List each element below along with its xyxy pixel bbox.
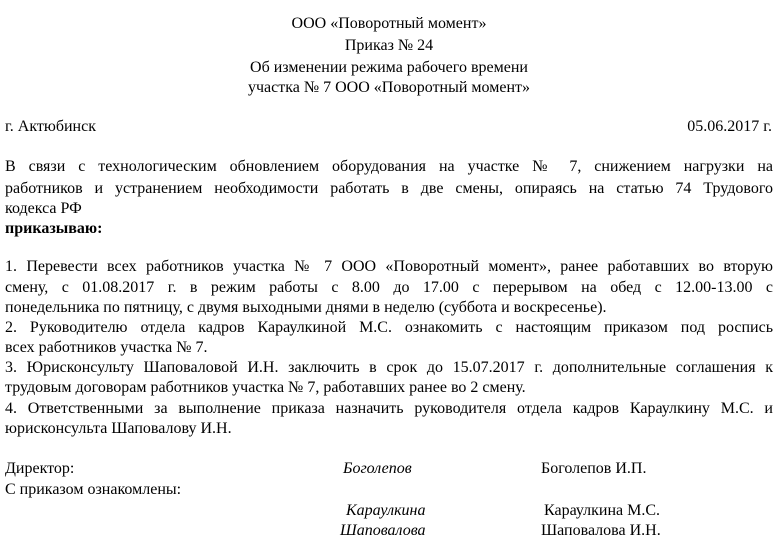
item-1-line-2: смену, с 01.08.2017 г. в режим работы с 8.00 до 17.00 с перерывом на обед с 12.00-13.00 с: [5, 279, 773, 296]
director-name: Боголепов И.П.: [541, 460, 647, 477]
acquainted-label: С приказом ознакомлены:: [5, 481, 182, 498]
director-label: Директор:: [5, 460, 75, 477]
order-subject-line-2: участка № 7 ООО «Поворотный момент»: [247, 79, 531, 96]
preamble-line-3: кодекса РФ: [5, 200, 82, 217]
employee-name: Шаповалова И.Н.: [541, 522, 661, 539]
item-4-line-1: 4. Ответственными за выполнение приказа назначить руководителя отдела кадров Караулкину М.С. и: [5, 400, 773, 417]
item-1-line-1: 1. Перевести всех работников участка № 7 ООО «Поворотный момент», ранее работавших во вторую: [5, 258, 773, 275]
item-1-line-3: понедельника по пятницу, с двумя выходными днями в неделю (суббота и воскресенье).: [5, 299, 607, 316]
item-3-line-1: 3. Юрисконсульту Шаповаловой И.Н. заключить в срок до 15.07.2017 г. дополнительные соглашения к: [5, 359, 773, 376]
director-signature: Боголепов: [343, 460, 412, 477]
preamble-line-2: работников и устранением необходимости работать в две смены, опираясь на статью 74 Трудового: [5, 180, 773, 197]
order-subject-line-1: Об изменении режима рабочего времени: [250, 59, 528, 76]
preamble-line-1: В связи с технологическим обновлением оборудования на участке № 7, снижением нагрузки на: [5, 158, 773, 175]
item-3-line-2: трудовым договорам работников участка № 7, работавших ранее во 2 смену.: [5, 379, 526, 396]
order-number: Приказ № 24: [344, 37, 434, 54]
company-name: ООО «Поворотный момент»: [291, 15, 487, 32]
order-date: 05.06.2017 г.: [687, 118, 772, 135]
order-word: приказываю:: [5, 220, 103, 237]
item-4-line-2: юрисконсульта Шаповалову И.Н.: [5, 420, 232, 437]
employee-signature: Караулкина: [346, 502, 426, 519]
employee-signature: Шаповалова: [340, 522, 426, 539]
city: г. Актюбинск: [5, 118, 96, 135]
employee-name: Караулкина М.С.: [544, 502, 661, 519]
item-2-line-1: 2. Руководителю отдела кадров Караулкиной М.С. ознакомить с настоящим приказом под роспись: [5, 319, 773, 336]
item-2-line-2: всех работников участка № 7.: [5, 339, 208, 356]
